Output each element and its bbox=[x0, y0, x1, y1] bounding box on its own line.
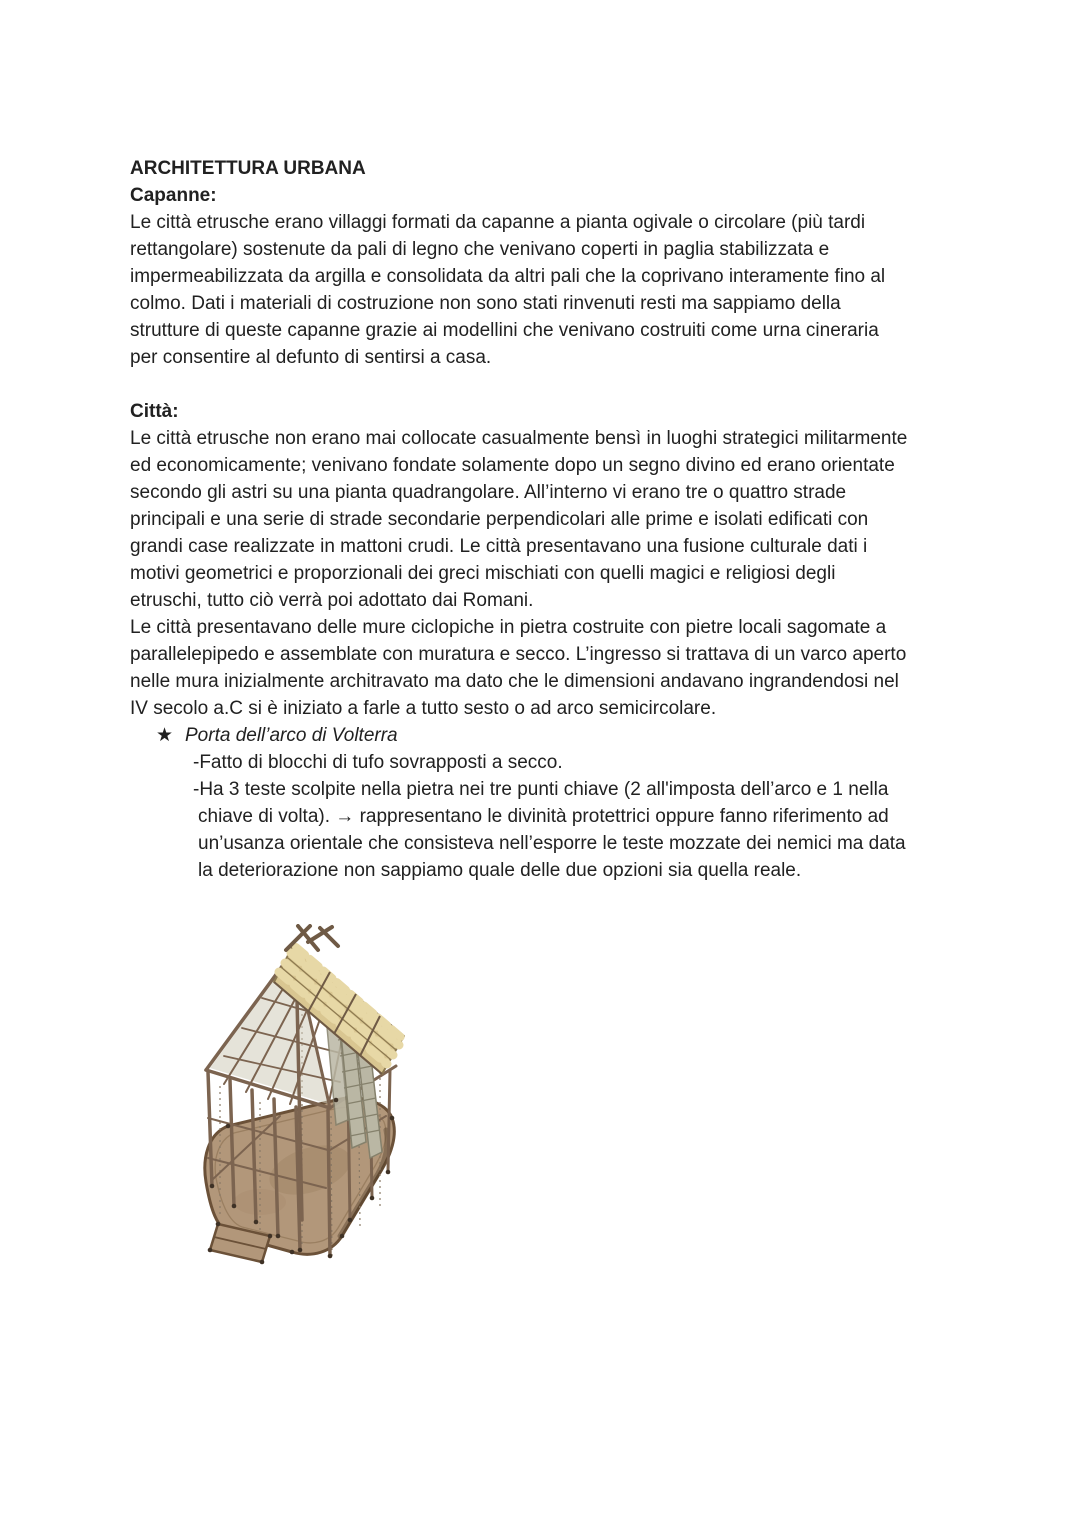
text-line: principali e una serie di strade secondarie perpendicolari alle prime e isolati edificati con bbox=[130, 509, 869, 530]
heading-citta: Città: bbox=[130, 401, 179, 422]
bullet-item-porta-volterra bbox=[130, 722, 950, 749]
page-title: ARCHITETTURA URBANA bbox=[130, 158, 366, 179]
hut-illustration bbox=[190, 920, 410, 1268]
text-line: colmo. Dati i materiali di costruzione non sono stati rinvenuti resti ma sappiamo della bbox=[130, 293, 841, 314]
detail-line: la deteriorazione non sappiamo quale delle due opzioni sia quella reale. bbox=[198, 860, 802, 881]
text-line: per consentire al defunto di sentirsi a casa. bbox=[130, 347, 492, 368]
text-line: etruschi, tutto ciò verrà poi adottato dai Romani. bbox=[130, 590, 534, 611]
detail-line: un’usanza orientale che consisteva nell’esporre le teste mozzate dei nemici ma data bbox=[198, 833, 906, 854]
text-line: nelle mura inizialmente architravato ma dato che le dimensioni andavano ingrandendosi nel bbox=[130, 671, 899, 692]
detail-line: -Ha 3 teste scolpite nella pietra nei tre punti chiave (2 all'imposta dell’arco e 1 nella bbox=[193, 779, 889, 800]
text-line: IV secolo a.C si è iniziato a farle a tutto sesto o ad arco semicircolare. bbox=[130, 698, 717, 719]
text-line: secondo gli astri su una pianta quadrangolare. All’interno vi erano tre o quattro strade bbox=[130, 482, 847, 503]
detail-line: -Fatto di blocchi di tufo sovrapposti a secco. bbox=[193, 752, 563, 773]
hut-illustration-svg bbox=[190, 920, 410, 1268]
star-bullet-icon: ★ bbox=[156, 725, 174, 746]
heading-capanne: Capanne: bbox=[130, 185, 217, 206]
detail-line: chiave di volta). → rappresentano le divinità protettrici oppure fanno riferimento ad bbox=[198, 806, 889, 827]
text-line: strutture di queste capanne grazie ai modellini che venivano costruiti come urna cineraria bbox=[130, 320, 879, 341]
text-line: grandi case realizzate in mattoni crudi. Le città presentavano una fusione culturale dati i bbox=[130, 536, 868, 557]
text-line: impermeabilizzata da argilla e consolidata da altri pali che la coprivano interamente fino al bbox=[130, 266, 886, 287]
blank-line bbox=[130, 371, 950, 398]
text-line: parallelepipedo e assemblate con muratura e secco. L’ingresso si trattava di un varco aperto bbox=[130, 644, 907, 665]
text-line: Le città etrusche erano villaggi formati da capanne a pianta ogivale o circolare (più tardi bbox=[130, 212, 866, 233]
text-line: rettangolare) sostenute da pali di legno che venivano coperti in paglia stabilizzata e bbox=[130, 239, 830, 260]
text-line: Le città presentavano delle mure ciclopiche in pietra costruite con pietre locali sagomate a bbox=[130, 617, 887, 638]
text-line: ed economicamente; venivano fondate solamente dopo un segno divino ed erano orientate bbox=[130, 455, 895, 476]
text-line: motivi geometrici e proporzionali dei greci mischiati con quelli magici e religiosi degli bbox=[130, 563, 836, 584]
bullet-label: Porta dell’arco di Volterra bbox=[185, 725, 398, 746]
text-line: Le città etrusche non erano mai collocate casualmente bensì in luoghi strategici militarmente bbox=[130, 428, 908, 449]
